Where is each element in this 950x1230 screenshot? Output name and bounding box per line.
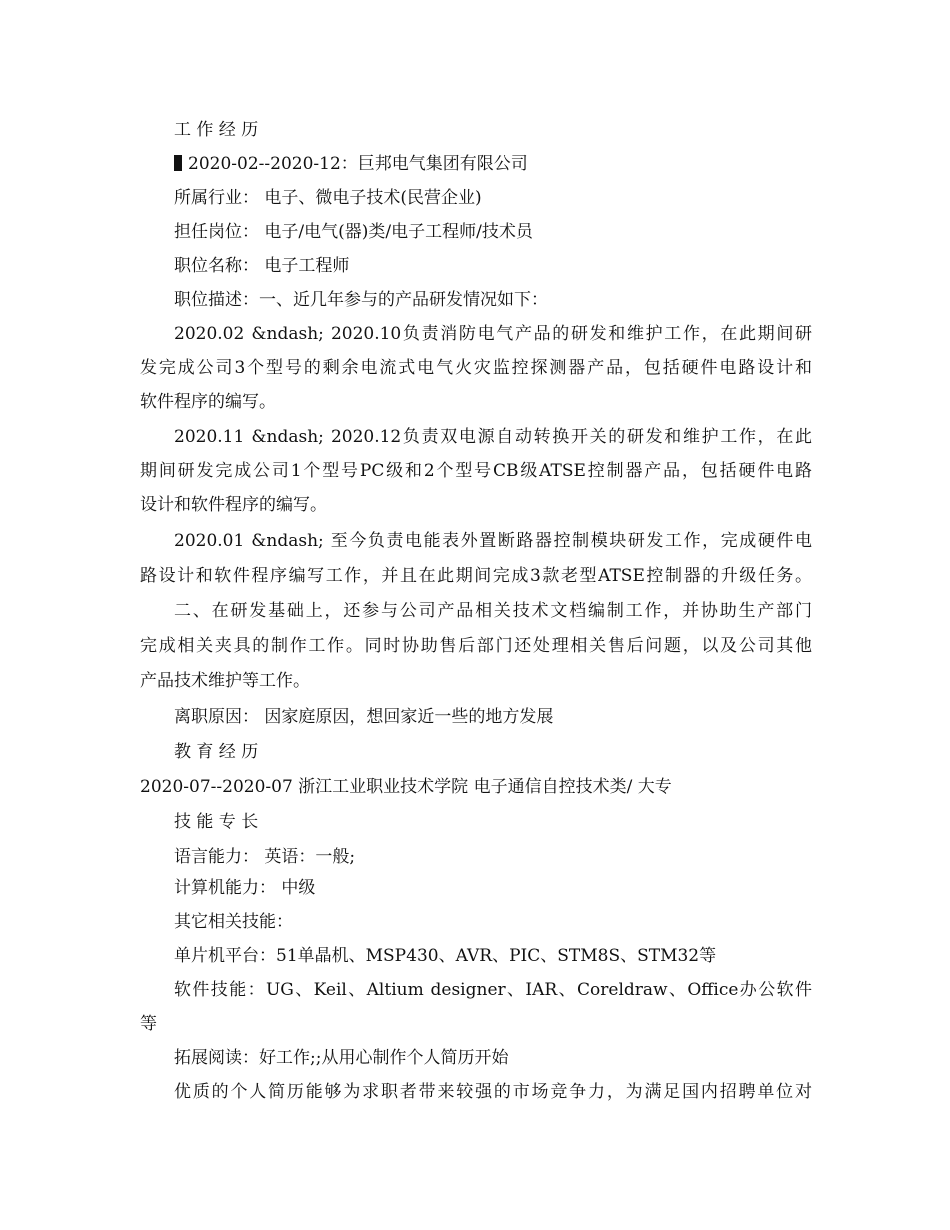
project-2-line-2: 期间研发完成公司1个型号PC级和2个型号CB级ATSE控制器产品，包括硬件电路 [140, 461, 812, 481]
work-experience-heading: 工 作 经 历 [174, 120, 259, 140]
software-skills-line-1: 软件技能：UG、Keil、Altium designer、IAR、Coreldraw、Office办公软件 [174, 980, 812, 1000]
skills-heading: 技 能 专 长 [174, 812, 259, 832]
language-skill-line: 语言能力： 英语：一般; [174, 847, 356, 867]
project-1-line-3: 软件程序的编写。 [140, 392, 276, 412]
extended-reading-line: 拓展阅读：好工作;;从用心制作个人简历开始 [174, 1048, 509, 1068]
project-1-line-1: 2020.02 &ndash; 2020.10负责消防电气产品的研发和维护工作，在此期间研 [174, 324, 812, 344]
other-skills-label: 其它相关技能： [174, 912, 293, 932]
bullet-square-icon [174, 155, 182, 171]
project-1-line-2: 发完成公司3个型号的剩余电流式电气火灾监控探测器产品，包括硬件电路设计和 [140, 358, 812, 378]
job-period-company [174, 153, 812, 175]
computer-skill-line: 计算机能力： 中级 [174, 878, 316, 898]
software-skills-line-2: 等 [140, 1014, 157, 1034]
industry-line: 所属行业： 电子、微电子技术(民营企业) [174, 188, 482, 208]
education-heading: 教 育 经 历 [174, 742, 259, 762]
project-2-line-3: 设计和软件程序的编写。 [140, 495, 327, 515]
job-description-intro: 职位描述：一、近几年参与的产品研发情况如下： [174, 290, 548, 310]
extra-duties-line-2: 完成相关夹具的制作工作。同时协助售后部门还处理相关售后问题，以及公司其他 [140, 636, 812, 656]
project-2-line-1: 2020.11 &ndash; 2020.12负责双电源自动转换开关的研发和维护工作，在此 [174, 427, 812, 447]
project-3-line-1: 2020.01 &ndash; 至今负责电能表外置断路器控制模块研发工作，完成硬件电 [174, 531, 812, 551]
post-line: 担任岗位： 电子/电气(器)类/电子工程师/技术员 [174, 222, 533, 242]
education-item: 2020-07--2020-07 浙江工业职业技术学院 电子通信自控技术类/ 大专 [140, 777, 672, 797]
project-3-line-2: 路设计和软件程序编写工作，并且在此期间完成3款老型ATSE控制器的升级任务。 [140, 566, 812, 586]
job-period-company-text: 2020-02--2020-12：巨邦电气集团有限公司 [188, 154, 528, 174]
extra-duties-line-1: 二、在研发基础上，还参与公司产品相关技术文档编制工作，并协助生产部门 [174, 601, 812, 621]
leave-reason-line: 离职原因： 因家庭原因，想回家近一些的地方发展 [174, 707, 554, 727]
job-title-line: 职位名称： 电子工程师 [174, 256, 350, 276]
extra-duties-line-3: 产品技术维护等工作。 [140, 671, 310, 691]
closing-paragraph-line: 优质的个人简历能够为求职者带来较强的市场竞争力，为满足国内招聘单位对 [174, 1082, 812, 1102]
mcu-platform-line: 单片机平台：51单晶机、MSP430、AVR、PIC、STM8S、STM32等 [174, 946, 717, 966]
